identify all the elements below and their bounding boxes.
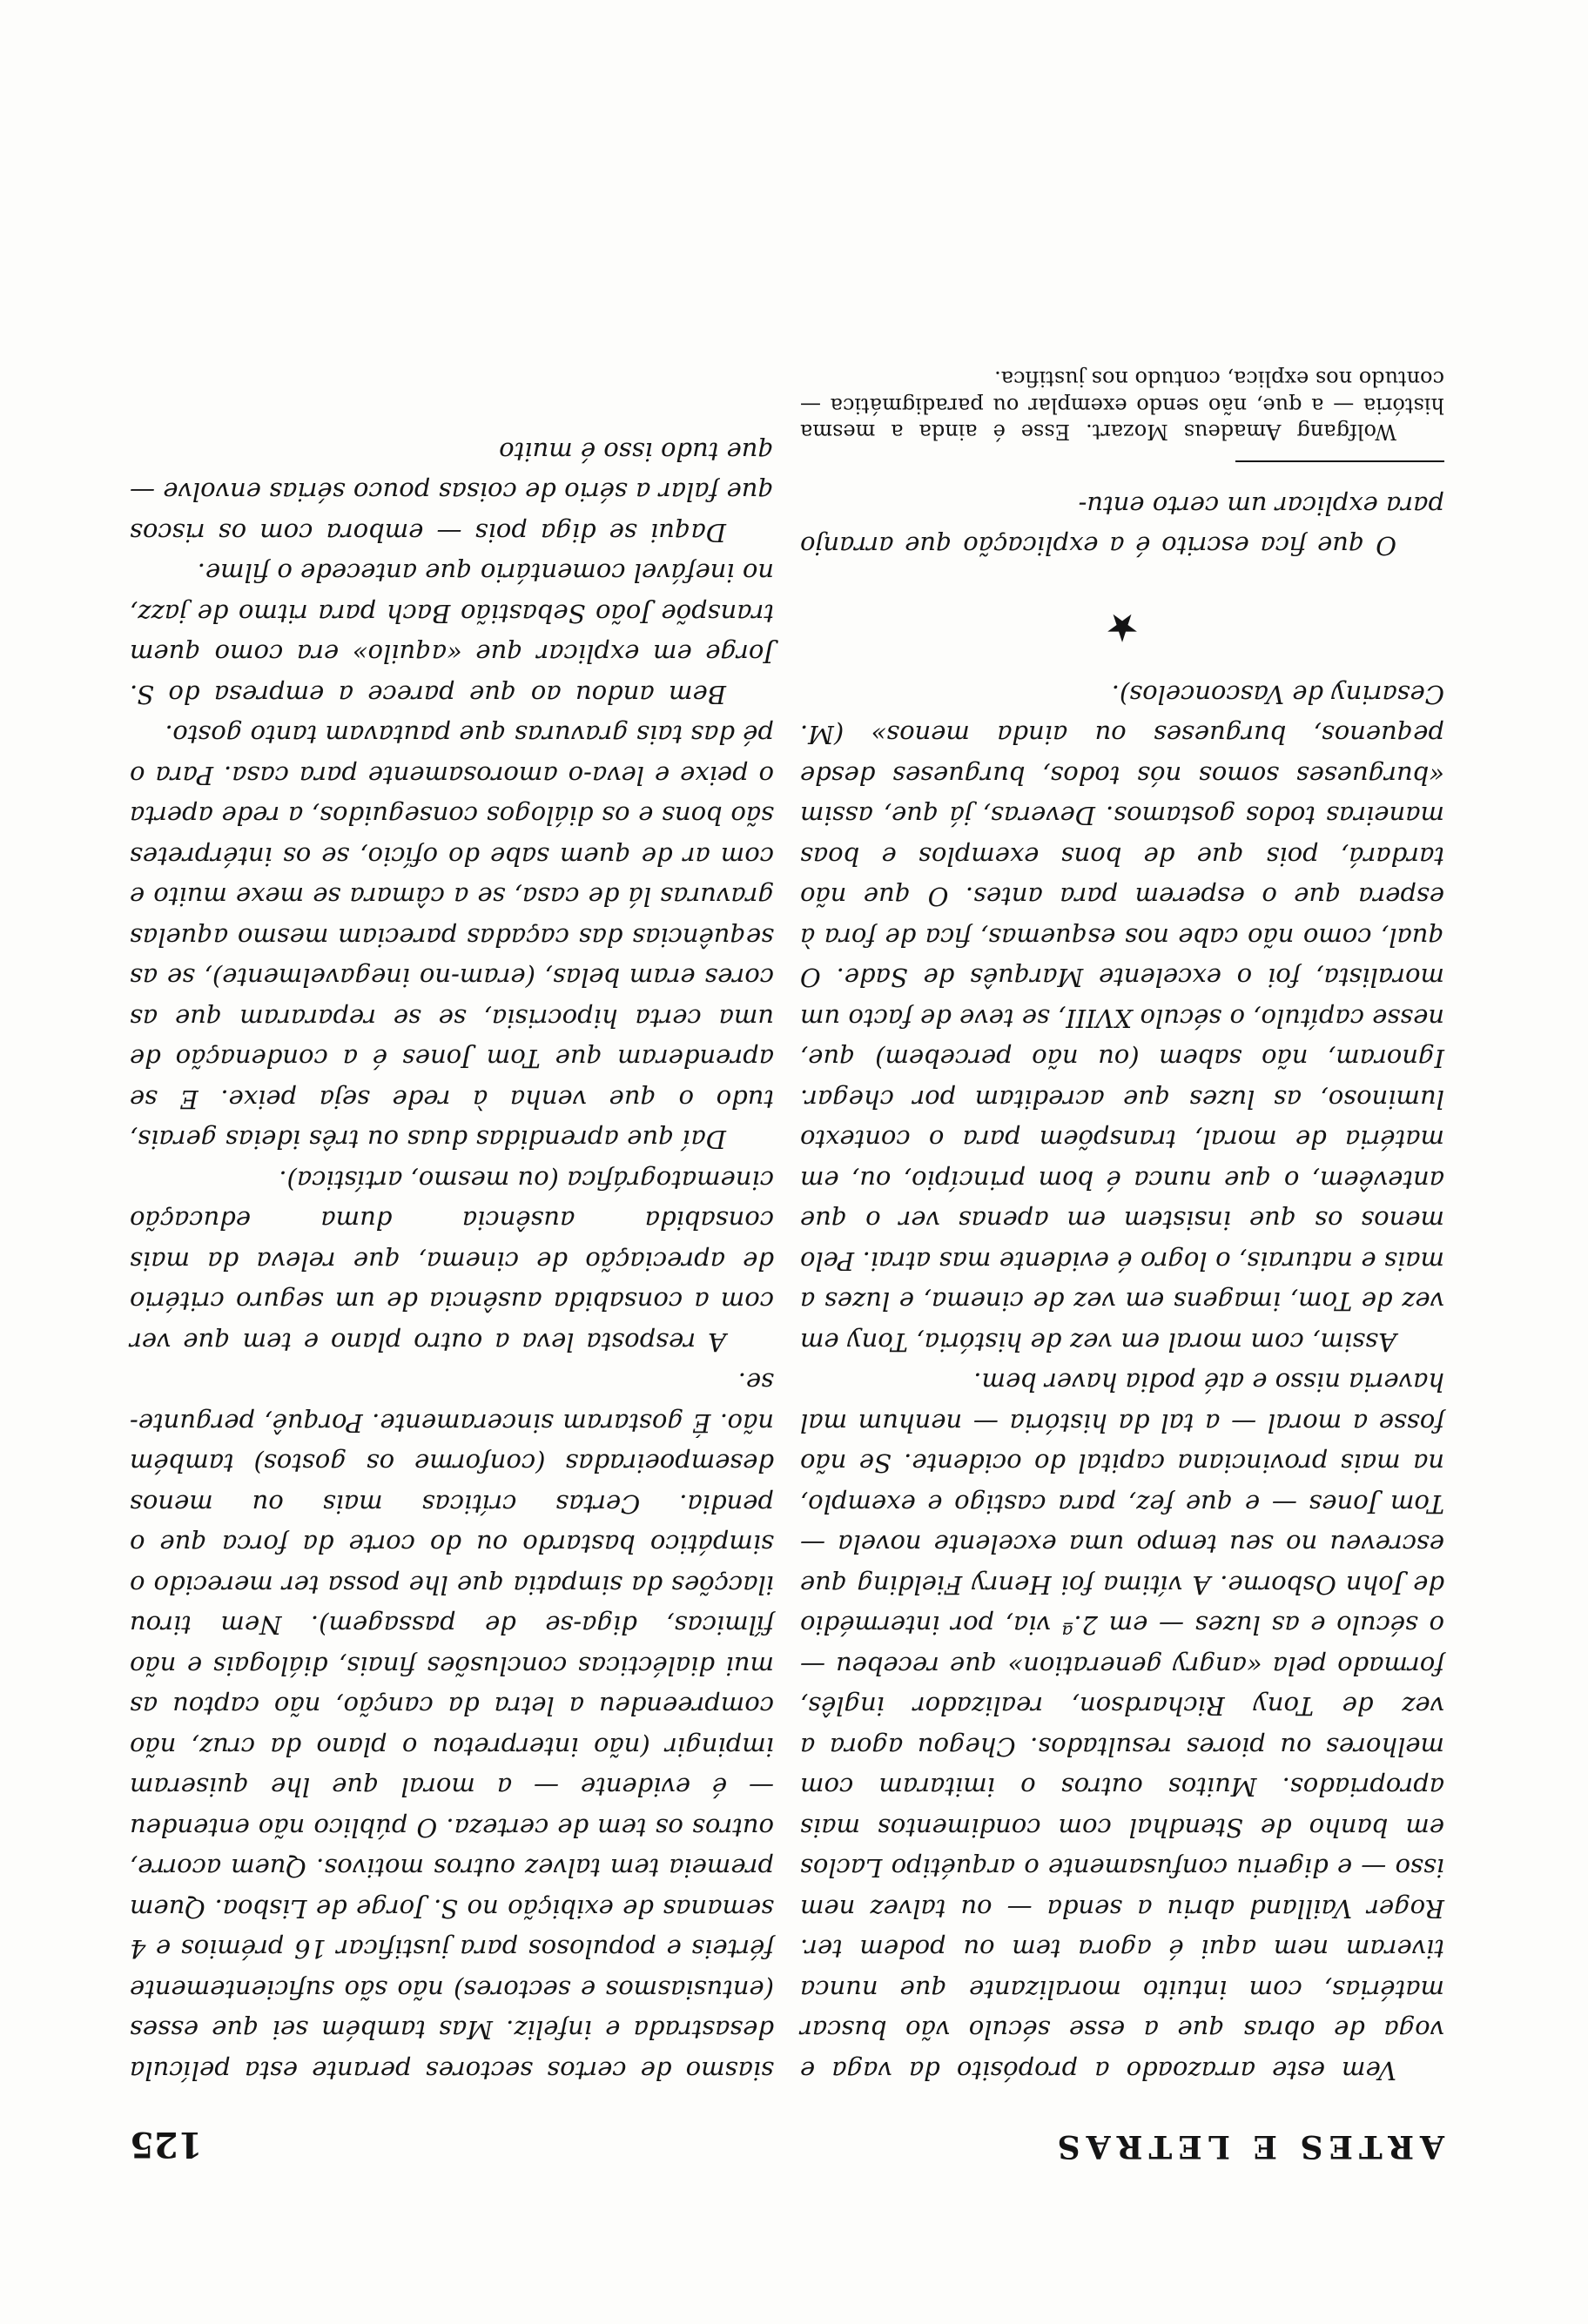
page-header <box>130 2121 1444 2165</box>
paragraph: siasmo de certos sectores perante esta película desastrada e infeliz. Mas também sei que esses (entusiasmos e sectores) não são suficientemente férteis e populosos para justificar 16 prémios e 4 semanas de exibição no S. Jorge de Lisboa. Quem premeia tem talvez outros motivos. Quem acorre, outros os tem de certeza. O público não entendeu — é evidente — a moral que lhe quiseram impingir (não interpretou o plano da cruz, não compreendeu a letra da canção, não captou as mui dialécticas conclusões finais, diálogais e não fílmicas, diga-se de passagem). Nem tirou ilacções da simpatia que lhe possa ter merecido o simpático bastardo ou do corte da forca que o pendia. Certas críticas mais ou menos desempoeiradas (conforme os gostos) também não. É gostaram sinceramente. Porquê, pergunte-se. <box>130 1367 774 2086</box>
paragraph: Bem andou ao que parece a empresa do S. Jorge em explicar que «aquilo» era como quem transpõe João Sebastião Bach para ritmo de jazz, no inefável comentário que antecede o filme. <box>130 558 774 709</box>
footnote-rule <box>1235 461 1444 463</box>
right-column <box>130 432 774 2092</box>
running-title: ARTES E LETRAS <box>1051 2128 1444 2165</box>
paragraph: Assim, com moral em vez de história, Tony em vez de Tom, imagens em vez de cinema, e luzes a mais e naturais, o logro é evidente mas atrai. Pelo menos os que insistem em apenas ver o que antevêem, o que nunca é bom princípio, ou, em matéria de moral, transpõem para o contexto luminoso, as luzes que acreditam por chegar. Ignoram, não sabem (ou não percebem) que, nesse capítulo, o século XVIII, se teve de facto um moralista, foi o excelente Marquês de Sade. O qual, como não cabe nos esquemas, fica de fora à espera que o esperem para antes. O que não tardará, pois que de bons exemplos e boas maneiras todos gostamos. Deveras, já que, assim «burgueses somos nós todos, burgueses desde pequenos, burgueses ou ainda menos» (M. Cesariny de Vasconcelos). <box>800 680 1444 1357</box>
page-number: 125 <box>130 2124 203 2165</box>
paragraph: O que fica escrito é a explicação que arranjo para explicar um certo entu- <box>800 491 1444 561</box>
star-separator-icon: ★ <box>1105 605 1140 650</box>
paragraph: Daqui se diga pois — embora com os riscos que falar a sério de coisas pouco sérias envolve — que tudo isso é muito <box>130 437 774 547</box>
footnote: Wolfgang Amadeus Mozart. Esse é ainda a mesma história — a que, não sendo exemplar ou paradigmática — contudo nos explica, contudo nos justifica. <box>800 366 1444 445</box>
paragraph: A resposta leva a outro plano e tem que ver com a consabida ausência de um seguro critério de apreciação de cinema, que releva da mais consabida ausência duma educação cinematográfica (ou mesmo, artística). <box>130 1165 774 1357</box>
left-column <box>800 366 1444 2091</box>
paragraph: Vem este arrazoado a propósito da vaga e voga de obras que a esse século vão buscar matérias, com intuito moralizante que nunca tiveram nem aqui é agora tem ou podem ter. Roger Vailland abriu a senda — ou talvez nem isso — e digeriu confusamente o arquétipo Laclos em banho de Stendhal com condimentos mais apropriados. Muitos outros o imitaram com melhores ou piores resultados. Chegou agora a vez de Tony Richardson, realizador inglês, formado pela «angry generation» que recebeu — o século e as luzes — em 2.ª via, por intermédio de John Osborne. A vítima foi Henry Fielding que escreveu no seu tempo uma excelente novela — Tom Jones — e que fez, para castigo e exemplo, na mais provinciana capital do ocidente. Se não fosse a moral — a tal da história — nenhum mal haveria nisso e até podia haver bem. <box>800 1367 1444 2086</box>
paragraph: Daí que aprendidas duas ou três ideias gerais, tudo o que venha à rede seja peixe. E se aprenderam que Tom Jones é a condenação de uma certa hipocrisia, se se repararam que as cores eram belas, (eram-no inegavelmente), se as sequências das caçadas pareciam mesmo aquelas gravuras lá de casa, se a câmara se mexe muito e com ar de quem sabe do ofício, se os intérpretes são bons e os diálogos conseguidos, a rede aperta o peixe e leva-o amorosamente para casa. Para o pé das tais gravuras que pautavam tanto gosto. <box>130 720 774 1155</box>
